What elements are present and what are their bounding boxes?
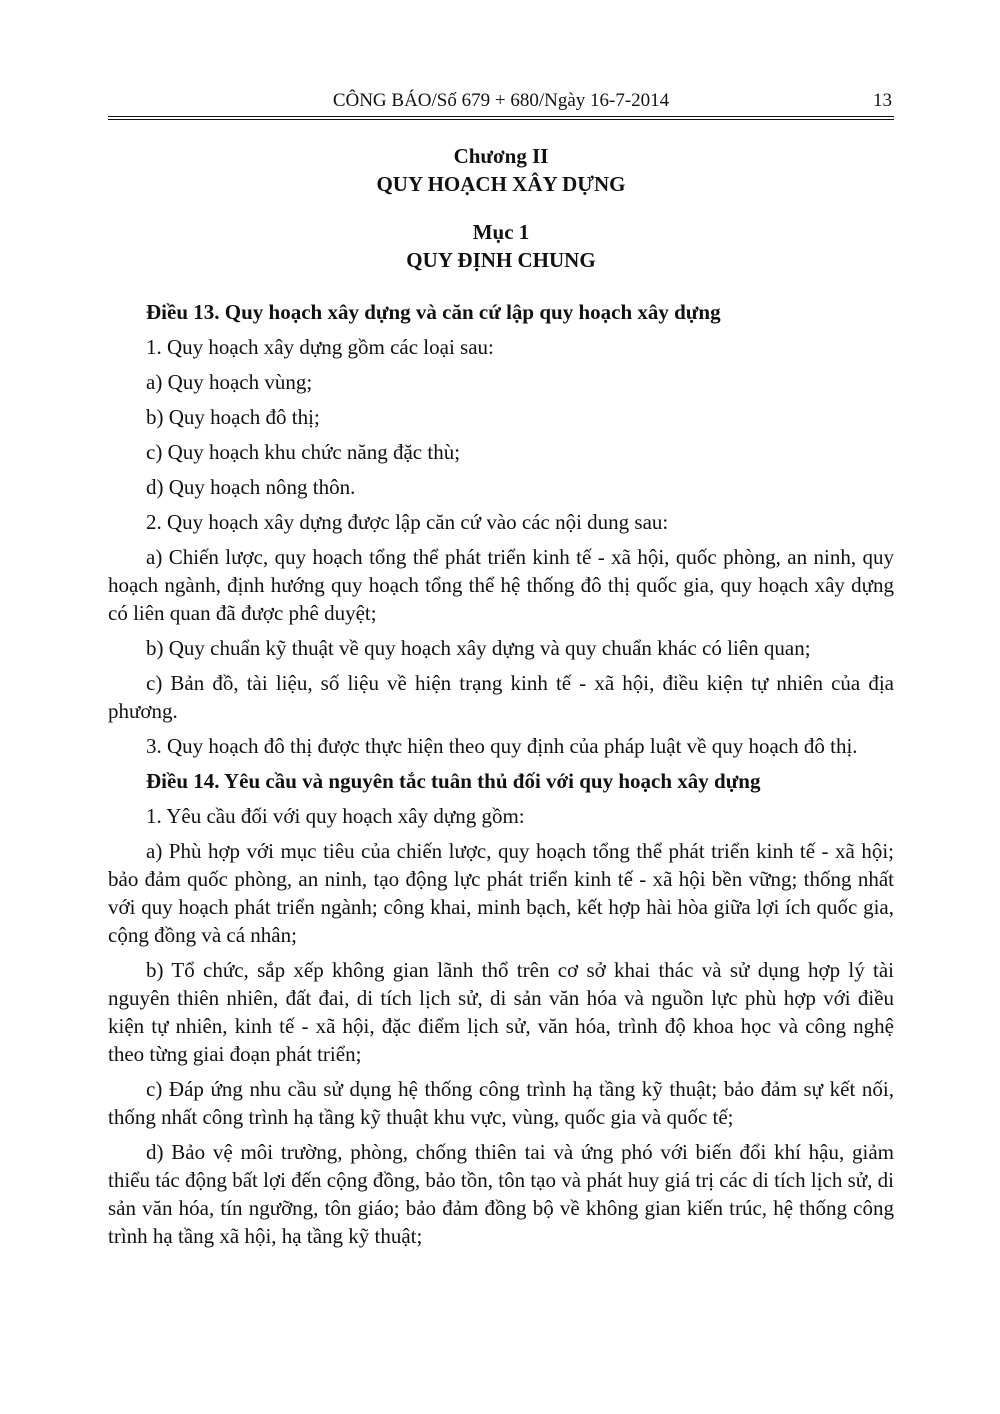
paragraph: 3. Quy hoạch đô thị được thực hiện theo quy định của pháp luật về quy hoạch đô thị. <box>146 734 858 758</box>
paragraph: d) Bảo vệ môi trường, phòng, chống thiên tai và ứng phó với biến đổi khí hậu, giảm thiểu tác động bất lợi đến cộng đồng, bảo tồn, tôn tạo và phát huy giá trị các di tích lịch sử, di sản văn hóa, tín ngưỡng, tôn giáo; bảo đảm đồng bộ về không gian kiến trúc, hệ thống công trình hạ tầng xã hội, hạ tầng kỹ thuật; <box>108 1140 894 1248</box>
paragraph: c) Bản đồ, tài liệu, số liệu về hiện trạng kinh tế - xã hội, điều kiện tự nhiên của địa phương. <box>108 671 894 723</box>
paragraph: b) Quy hoạch đô thị; <box>146 405 320 429</box>
paragraph: b) Quy chuẩn kỹ thuật về quy hoạch xây dựng và quy chuẩn khác có liên quan; <box>146 636 811 660</box>
paragraph: 1. Yêu cầu đối với quy hoạch xây dựng gồm: <box>146 804 525 828</box>
paragraph: a) Phù hợp với mục tiêu của chiến lược, quy hoạch tổng thể phát triển kinh tế - xã hội; bảo đảm quốc phòng, an ninh, tạo động lực phát triển kinh tế - xã hội bền vững; thống nhất với quy hoạch phát triển ngành; công khai, minh bạch, kết hợp hài hòa giữa lợi ích quốc gia, cộng đồng và cá nhân; <box>108 839 894 947</box>
article-14-heading: Điều 14. Yêu cầu và nguyên tắc tuân thủ đối với quy hoạch xây dựng <box>146 769 761 793</box>
paragraph: 2. Quy hoạch xây dựng được lập căn cứ vào các nội dung sau: <box>146 510 669 534</box>
header-double-rule <box>108 116 894 120</box>
chapter-label: Chương II <box>453 144 549 168</box>
gazette-title: CÔNG BÁO/Số 679 + 680/Ngày 16-7-2014 <box>332 90 670 111</box>
paragraph: a) Quy hoạch vùng; <box>146 370 313 394</box>
paragraph: a) Chiến lược, quy hoạch tổng thể phát triển kinh tế - xã hội, quốc phòng, an ninh, quy hoạch ngành, định hướng quy hoạch tổng thể hệ thống đô thị quốc gia, quy hoạch xây dựng có liên quan đã được phê duyệt; <box>108 545 894 625</box>
page-header <box>108 86 894 116</box>
section-label: Mục 1 <box>472 220 530 244</box>
page-number: 13 <box>873 90 892 111</box>
paragraph: 1. Quy hoạch xây dựng gồm các loại sau: <box>146 335 494 359</box>
article-13-heading: Điều 13. Quy hoạch xây dựng và căn cứ lập quy hoạch xây dựng <box>146 300 721 324</box>
paragraph: d) Quy hoạch nông thôn. <box>146 475 356 499</box>
paragraph: c) Quy hoạch khu chức năng đặc thù; <box>146 440 461 464</box>
document-body <box>108 298 894 1257</box>
chapter-title: QUY HOẠCH XÂY DỰNG <box>376 172 626 196</box>
paragraph: b) Tổ chức, sắp xếp không gian lãnh thổ trên cơ sở khai thác và sử dụng hợp lý tài nguyên thiên nhiên, đất đai, di tích lịch sử, di sản văn hóa và nguồn lực phù hợp với điều kiện tự nhiên, kinh tế - xã hội, đặc điểm lịch sử, văn hóa, trình độ khoa học và công nghệ theo từng giai đoạn phát triển; <box>108 958 894 1066</box>
section-title: QUY ĐỊNH CHUNG <box>406 248 596 272</box>
paragraph: c) Đáp ứng nhu cầu sử dụng hệ thống công trình hạ tầng kỹ thuật; bảo đảm sự kết nối, thống nhất công trình hạ tầng kỹ thuật khu vực, vùng, quốc gia và quốc tế; <box>108 1077 894 1129</box>
